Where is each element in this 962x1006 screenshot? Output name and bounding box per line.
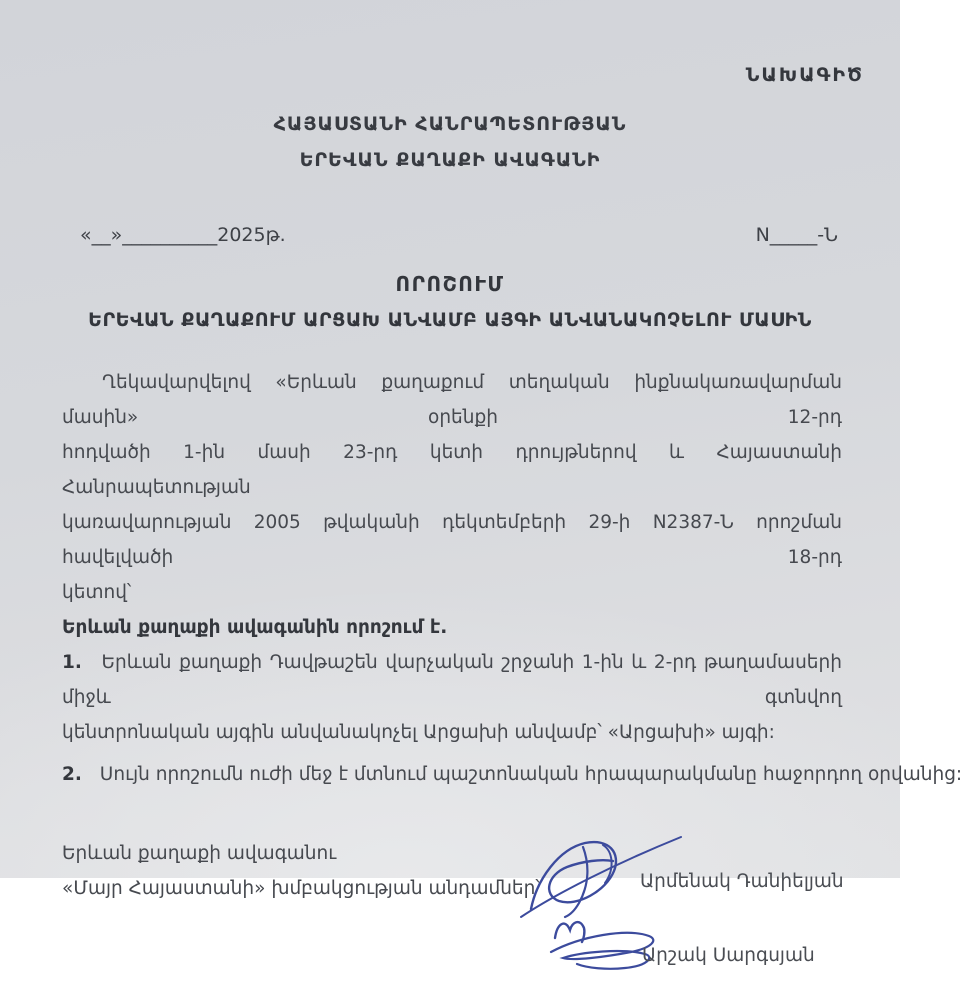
decision-item-2	[62, 757, 962, 792]
signature-label-line2: «Մայր Հայաստանի» խմբակցության անդամներ՝	[62, 878, 540, 899]
preamble-line: կառավարության 2005 թվականի դեկտեմբերի 29-ի N2387-Ն որոշման հավելվածի 18-րդ	[62, 512, 842, 568]
signature-block	[62, 836, 842, 1006]
decision-body	[62, 365, 962, 792]
item-text: Սույն որոշումն ուժի մեջ է մտնում պաշտոնական հրապարակմանը հաջորդող օրվանից:	[99, 764, 962, 785]
org-header-line1: ՀԱՅԱՍՏԱՆԻ ՀԱՆՐԱՊԵՏՈՒԹՅԱՆ	[273, 113, 627, 135]
signer-name-sargsyan: Արշակ Սարգսյան	[642, 945, 815, 966]
item-number: 2.	[62, 764, 82, 785]
item-line	[62, 645, 842, 715]
preamble-line: կետով՝	[62, 582, 132, 603]
item-line	[62, 757, 962, 792]
signer-name-danielyan: Արմենակ Դանիելյան	[640, 871, 844, 892]
draft-label: ՆԱԽԱԳԻԾ	[745, 64, 864, 86]
org-header	[0, 106, 900, 178]
org-header-line2: ԵՐԵՎԱՆ ՔԱՂԱՔԻ ԱՎԱԳԱՆԻ	[299, 149, 601, 171]
decision-item-1	[62, 645, 842, 750]
preamble-line: հոդվածի 1-ին մասի 23-րդ կետի դրույթներով և Հայաստանի Հանրապետության	[62, 442, 842, 498]
item-number: 1.	[62, 652, 82, 673]
item-text: Երևան քաղաքի Դավթաշեն վարչական շրջանի 1-ին և 2-րդ թաղամասերի միջև գտնվող	[62, 652, 842, 708]
decision-number-blank: N_____-Ն	[755, 224, 838, 246]
decision-subtitle: ԵՐԵՎԱՆ ՔԱՂԱՔՈՒՄ ԱՐՑԱԽ ԱՆՎԱՄԲ ԱՅԳԻ ԱՆՎԱՆԱԿՈՉԵԼՈՒ ՄԱՍԻՆ	[88, 309, 812, 331]
meta-row	[80, 224, 838, 246]
item-line: կենտրոնական այգին անվանակոչել Արցախի անվամբ՝ «Արցախի» այգի:	[62, 722, 775, 743]
signature-label-line1: Երևան քաղաքի ավագանու	[62, 843, 337, 864]
resolution-lead: Երևան քաղաքի ավագանին որոշում է.	[62, 617, 448, 638]
decision-title: ՈՐՈՇՈՒՄ	[395, 272, 505, 296]
preamble-line: Ղեկավարվելով «Երևան քաղաքում տեղական ինքնակառավարման մասին» օրենքի 12-րդ	[62, 372, 842, 428]
date-blank-line: «__»__________2025թ.	[80, 224, 286, 246]
